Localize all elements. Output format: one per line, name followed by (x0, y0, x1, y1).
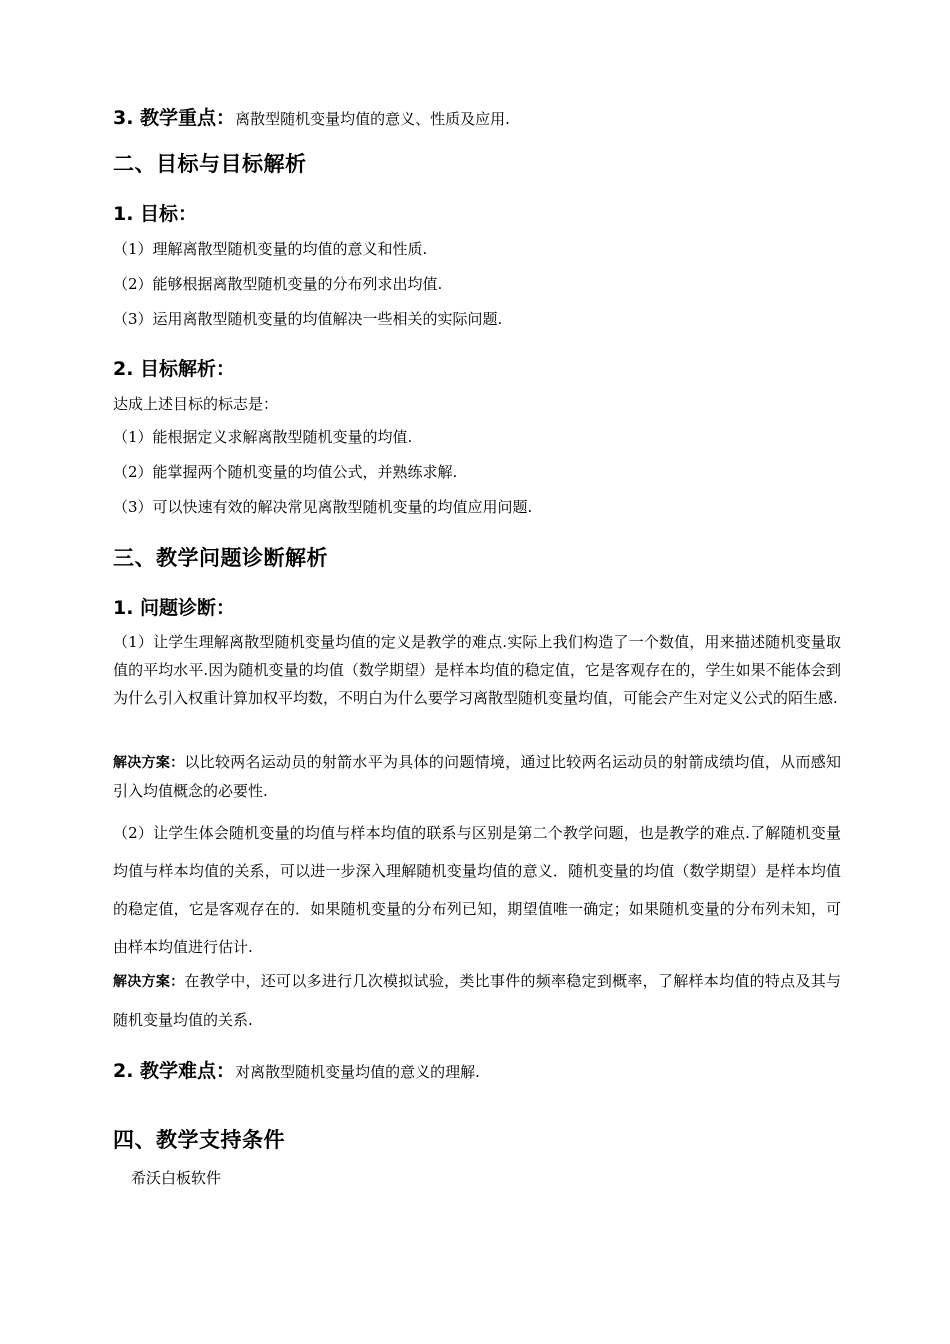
solution-label: 解决方案： (113, 974, 185, 990)
support-text: 希沃白板软件 (131, 1169, 222, 1187)
teaching-difficulty-label: 2. 教学难点： (113, 1060, 236, 1082)
teaching-focus-line (113, 103, 841, 130)
solution-1-text: 以比较两名运动员的射箭水平为具体的问题情境，通过比较两名运动员的射箭成绩均值，从而感知引入均值概念的必要性. (113, 753, 841, 800)
goal-item: （1）理解离散型随机变量的均值的意义和性质. (113, 240, 428, 258)
solution-1-paragraph (113, 748, 841, 805)
goal-analysis-item: （2）能掌握两个随机变量的均值公式，并熟练求解. (113, 463, 458, 481)
goals-subheading: 1. 目标： (113, 203, 198, 225)
section-heading-goals: 二、目标与目标解析 (113, 152, 307, 176)
section-heading-diagnosis: 三、教学问题诊断解析 (113, 546, 328, 570)
teaching-difficulty-text: 对离散型随机变量均值的意义的理解. (235, 1063, 480, 1081)
teaching-focus-label: 3. 教学重点： (113, 107, 236, 129)
teaching-difficulty-line (113, 1056, 841, 1083)
solution-2-paragraph (113, 962, 841, 1039)
goal-item: （2）能够根据离散型随机变量的分布列求出均值. (113, 275, 443, 293)
solution-2-text: 在教学中，还可以多进行几次模拟试验，类比事件的频率稳定到概率，了解样本均值的特点及其与随机变量均值的关系. (113, 972, 841, 1029)
goal-analysis-subheading: 2. 目标解析： (113, 358, 236, 380)
section-heading-support: 四、教学支持条件 (113, 1128, 285, 1152)
problem-1-paragraph: （1）让学生理解离散型随机变量均值的定义是教学的难点.实际上我们构造了一个数值，用来描述随机变量取值的平均水平.因为随机变量的均值（数学期望）是样本均值的稳定值，它是客观存在的，学生如果不能体会到为什么引入权重计算加权平均数，不明白为什么要学习离散型随机变量均值，可能会产生对定义公式的陌生感. (113, 633, 841, 707)
teaching-focus-text: 离散型随机变量均值的意义、性质及应用. (235, 110, 510, 128)
goal-item: （3）运用离散型随机变量的均值解决一些相关的实际问题. (113, 310, 503, 328)
goal-analysis-item: （1）能根据定义求解离散型随机变量的均值. (113, 428, 413, 446)
goal-analysis-intro: 达成上述目标的标志是： (113, 395, 279, 413)
solution-label: 解决方案： (113, 755, 185, 771)
diagnosis-subheading: 1. 问题诊断： (113, 597, 236, 619)
goal-analysis-item: （3）可以快速有效的解决常见离散型随机变量的均值应用问题. (113, 498, 533, 516)
problem-2-paragraph: （2）让学生体会随机变量的均值与样本均值的联系与区别是第二个教学问题，也是教学的难点.了解随机变量均值与样本均值的关系，可以进一步深入理解随机变量均值的意义．随机变量的均值（数学期望）是样本均值的稳定值，它是客观存在的．如果随机变量的分布列已知，期望值唯一确定；如果随机变量的分布列未知，可由样本均值进行估计. (113, 824, 841, 956)
